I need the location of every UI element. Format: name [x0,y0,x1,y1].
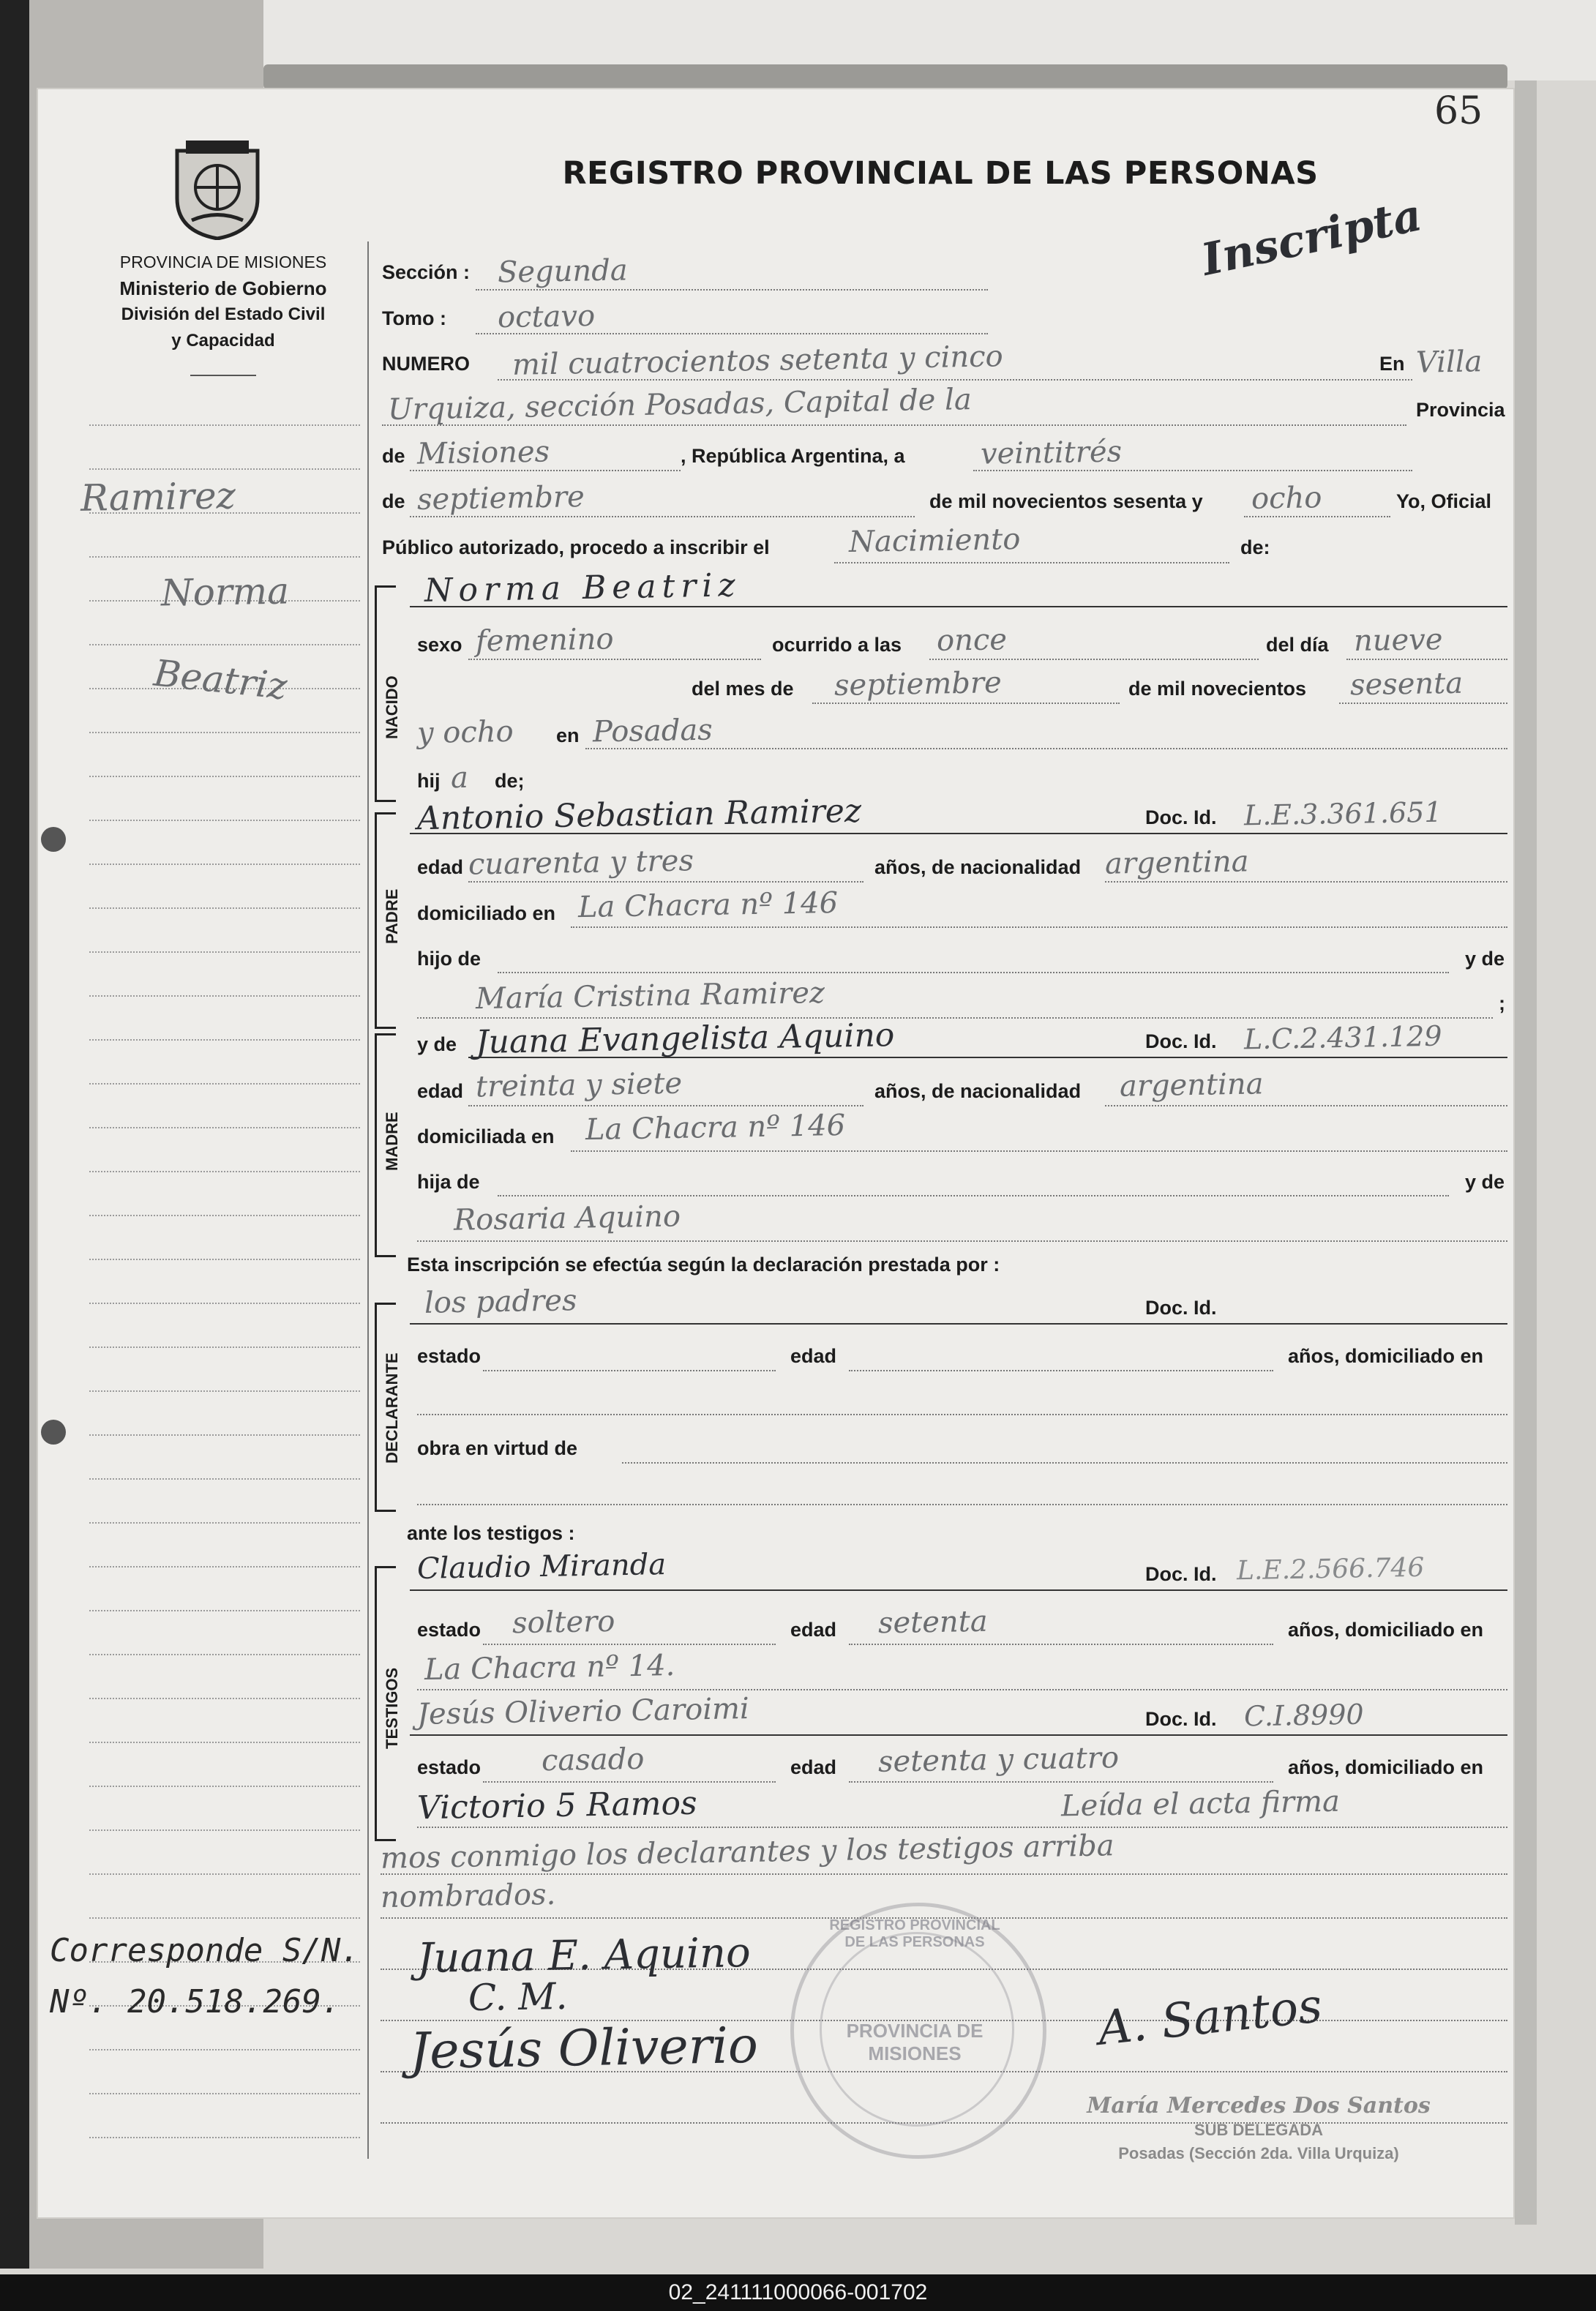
hijo-suffix: a [450,760,469,795]
field-line [382,424,1406,426]
testigo1-edad: setenta [877,1604,989,1641]
book-cover-edge [263,64,1507,89]
padre-padres-value: María Cristina Ramirez [475,975,825,1016]
binding-hole [41,827,66,852]
field-line [417,1827,1507,1828]
provincial-seal-icon [170,136,265,240]
testigo2-name: Jesús Oliverio Caroimi [416,1692,750,1731]
del-dia-label: del día [1266,634,1329,656]
field-line [410,1323,1507,1325]
declaracion-intro: Esta inscripción se efectúa según la declaración prestada por : [407,1254,1000,1276]
padre-domicilio-value: La Chacra nº 146 [577,885,839,925]
inscripta-stamp: Inscripta [1197,190,1426,286]
field-line [417,1689,1507,1690]
nacionalidad-label: años, de nacionalidad [874,856,1082,878]
province-name: PROVINCIA DE MISIONES [119,252,327,271]
field-line [571,926,1507,928]
field-line [410,516,915,517]
mes-value: septiembre [833,666,1003,703]
testigo1-doc-value: L.E.2.566.746 [1236,1552,1425,1587]
testigo1-name: Claudio Miranda [416,1548,667,1586]
testigo2-estado: casado [541,1742,645,1778]
seccion-value: Segunda [497,253,629,290]
del-mes-label: del mes de [692,678,794,700]
anio-value-2: y ocho [416,714,514,751]
estado-label-declarante: estado [417,1345,482,1367]
declarante-value: los padres [424,1284,577,1320]
seccion-label: Sección : [382,261,471,283]
field-line [410,1734,1507,1736]
closing-line1: Leída el acta firma [1060,1784,1341,1824]
mil-label: de mil novecientos sesenta y [929,490,1203,512]
hijo-de-label-padre: hijo de [417,948,481,970]
field-line [812,703,1120,704]
closing-line2: mos conmigo los declarantes y los testigos arriba [380,1829,1114,1876]
hora-value: once [936,623,1008,658]
sexo-label: sexo [417,634,462,656]
numero-value: mil cuatrocientos setenta y cinco [512,340,1004,382]
annotation-line1: Corresponde S/N. [50,1932,360,1969]
field-line [849,1370,1273,1371]
signature-witness: Jesús Oliverio [409,2016,759,2081]
book-binding-shadow [0,0,29,2269]
field-line [973,470,1412,471]
domicilio-label-t1: años, domiciliado en [1288,1619,1484,1641]
domiciliada-label: domiciliada en [417,1125,555,1147]
testigo1-domicilio: La Chacra nº 14. [424,1649,675,1687]
yo-label: Yo, Oficial [1396,490,1492,512]
republica-label: , República Argentina, a [681,445,905,467]
ministry-name: Ministerio de Gobierno [119,277,327,299]
field-line [929,659,1259,660]
field-line [849,1781,1273,1783]
padre-edad-value: cuarenta y tres [468,844,694,882]
margin-second-name: Beatriz [151,651,290,708]
provincia-value: Misiones [416,435,550,471]
nacionalidad-label-madre: años, de nacionalidad [874,1080,1082,1102]
domiciliado-label: domiciliado en [417,902,556,924]
testigo2-domicilio: Victorio 5 Ramos [416,1784,698,1827]
field-line [834,562,1229,563]
edad-label: edad [417,856,464,878]
field-line [417,1017,1493,1019]
official-office: Posadas (Sección 2da. Villa Urquiza) [1118,2144,1399,2162]
field-line [483,1370,776,1371]
publico-label: Público autorizado, procedo a inscribir el [382,536,770,558]
edad-label-t1: edad [790,1619,837,1641]
division-name: División del Estado Civil [121,304,326,324]
dia-value: nueve [1353,622,1443,659]
numero-label: NUMERO [382,353,470,375]
binding-hole [41,1420,66,1445]
madre-nacionalidad-value: argentina [1119,1067,1264,1104]
y-de-label-padre: y de [1465,948,1505,970]
official-stamp-text: PROVINCIA DE MISIONES [846,2020,984,2064]
edad-label-madre: edad [417,1080,464,1102]
semicolon: ; [1499,992,1505,1014]
division-name-2: y Capacidad [171,331,275,351]
field-line [498,972,1449,973]
madre-padres-value: Rosaria Aquino [453,1199,681,1237]
month-value: septiembre [416,480,585,517]
field-line [381,1873,1507,1875]
padre-doc-label: Doc. Id. [1145,806,1217,828]
field-line [417,1414,1507,1415]
provincia-label: Provincia [1416,399,1505,421]
field-line [468,881,863,883]
sexo-value: femenino [475,622,614,659]
field-line [410,1589,1507,1591]
testigos-section-label: TESTIGOS [383,1667,401,1749]
declarante-doc-label: Doc. Id. [1145,1297,1217,1319]
testigo1-estado: soltero [512,1604,615,1641]
official-title: SUB DELEGADA [1194,2121,1323,2139]
madre-doc-label: Doc. Id. [1145,1030,1217,1052]
ocurrido-label: ocurrido a las [772,634,902,656]
nacido-name: Norma Beatriz [424,566,741,610]
en-value: Villa [1415,345,1483,380]
madre-doc-value: L.C.2.431.129 [1243,1019,1442,1056]
testigos-intro: ante los testigos : [407,1522,575,1544]
testigo1-doc-label: Doc. Id. [1145,1563,1217,1585]
anio-value: sesenta [1349,666,1464,703]
y-de-label-madre: y de [417,1033,457,1055]
field-line [1105,1105,1507,1106]
field-line [1105,881,1507,883]
closing-line3: nombrados. [380,1877,556,1915]
madre-domicilio-value: La Chacra nº 146 [585,1108,846,1147]
year-value: ocho [1251,481,1322,516]
field-line [483,1781,776,1783]
page-number: 65 [1434,89,1483,133]
de-label: de [382,445,405,467]
padre-section-label: PADRE [383,888,401,944]
field-line [468,1105,863,1106]
image-id-footer: 02_241111000066-001702 [0,2274,1596,2311]
field-line [468,659,761,660]
padre-nacionalidad-value: argentina [1104,844,1249,881]
mil-novecientos-label: de mil novecientos [1128,678,1307,700]
divider [190,375,256,376]
madre-edad-value: treinta y siete [475,1066,683,1104]
official-stamp-ring-text: REGISTRO PROVINCIAL DE LAS PERSONAS [829,1917,1000,1950]
en-label-nacido: en [556,724,580,746]
official-name: María Mercedes Dos Santos [1087,2093,1431,2119]
field-line [417,1240,1507,1242]
place-value: Urquiza, sección Posadas, Capital de la [387,383,973,427]
domicilio-label-declarante: años, domiciliado en [1288,1345,1484,1367]
madre-section-label: MADRE [383,1112,401,1171]
en-label: En [1379,353,1405,375]
field-line [1346,659,1507,660]
padre-name: Antonio Sebastian Ramirez [416,792,862,838]
hija-de-label: hija de [417,1171,480,1193]
nacido-section-label: NACIDO [383,675,401,739]
testigo2-doc-label: Doc. Id. [1145,1708,1217,1730]
margin-surname: Ramirez [80,474,236,520]
padre-doc-value: L.E.3.361.651 [1243,795,1442,832]
field-line [849,1644,1273,1645]
document-title: REGISTRO PROVINCIAL DE LAS PERSONAS [562,155,1319,192]
margin-divider [367,241,369,2159]
signature-official: A. Santos [1095,1979,1325,2056]
field-line [622,1462,1507,1464]
de-label-2: de [382,490,405,512]
field-line [1244,516,1390,517]
field-line [571,1150,1507,1152]
field-line [498,1195,1449,1196]
day-value: veintitrés [980,435,1123,471]
tomo-value: octavo [497,299,596,335]
field-line [483,1644,776,1645]
madre-name: Juana Evangelista Aquino [475,1016,895,1061]
tomo-label: Tomo : [382,307,446,329]
edad-label-declarante: edad [790,1345,837,1367]
signature-initials: C. M. [468,1974,568,2020]
hijo-de-label: de; [495,770,525,792]
field-line [1339,703,1507,704]
field-line [417,1504,1507,1505]
de-label-3: de: [1240,536,1270,558]
declarante-section-label: DECLARANTE [383,1352,401,1464]
lugar-value: Posadas [592,713,713,749]
domicilio-label-t2: años, domiciliado en [1288,1756,1484,1778]
obra-label: obra en virtud de [417,1437,578,1459]
ministry-header [73,249,373,354]
acto-value: Nacimiento [848,522,1021,560]
page-stack-edge [1515,80,1537,2225]
estado-label-t2: estado [417,1756,482,1778]
annotation-line2: Nº. 20.518.269. [50,1983,341,2020]
testigo2-doc-value: C.I.8990 [1243,1698,1364,1733]
hijo-label: hij [417,770,441,792]
margin-first-name: Norma [160,569,290,615]
field-line [585,748,1507,749]
signature-mother: Juana E. Aquino [416,1929,752,1982]
field-line [476,289,988,291]
testigo2-edad: setenta y cuatro [877,1741,1120,1779]
estado-label-t1: estado [417,1619,482,1641]
edad-label-t2: edad [790,1756,837,1778]
y-de-label-madre-2: y de [1465,1171,1505,1193]
